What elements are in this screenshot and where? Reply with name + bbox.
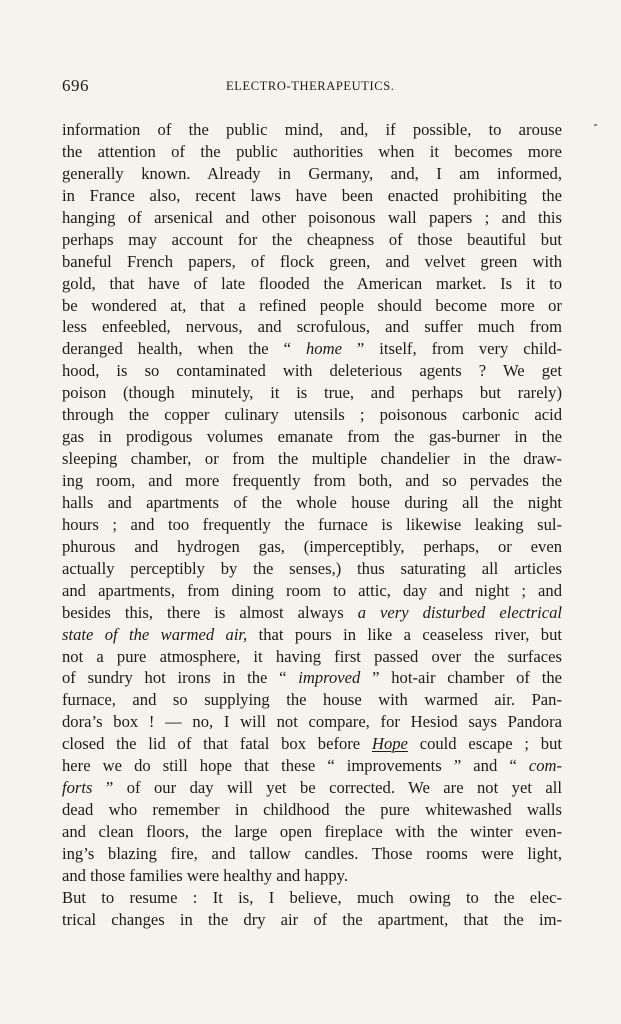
text-segment: and those families were healthy and happy. (62, 865, 348, 885)
text-line (62, 777, 562, 799)
text-line (62, 558, 562, 580)
text-segment: here we do still hope that these “ improvements ” and “ (62, 756, 529, 776)
text-line (62, 821, 562, 843)
text-line (62, 492, 562, 514)
text-line (62, 426, 562, 448)
text-segment: besides this, there is almost always (62, 602, 358, 622)
text-line (62, 887, 562, 909)
text-segment: generally known. Already in Germany, and, I am informed, (62, 163, 562, 183)
text-line (62, 514, 562, 536)
text-segment: sleeping chamber, or from the multiple chandelier in the draw- (62, 449, 562, 469)
emphasis-text: state of the warmed air, (62, 624, 248, 644)
text-segment: dead who remember in childhood the pure whitewashed walls (62, 800, 562, 820)
text-segment: through the copper culinary utensils ; poisonous carbonic acid (62, 405, 562, 425)
margin-mark (594, 124, 597, 126)
text-line (62, 799, 562, 821)
text-line (62, 295, 562, 317)
text-line (62, 755, 562, 777)
emphasis-text: a very disturbed electrical (357, 602, 562, 622)
text-segment: gold, that have of late flooded the American market. Is it to (62, 273, 562, 293)
text-line (62, 689, 562, 711)
text-segment: information of the public mind, and, if possible, to arouse (62, 120, 562, 139)
text-segment: But to resume : It is, I believe, much owing to the elec- (62, 887, 562, 907)
text-segment: not a pure atmosphere, it having first passed over the surfaces (62, 646, 562, 666)
body-text (62, 119, 562, 931)
text-line (62, 163, 562, 185)
text-line (62, 470, 562, 492)
text-segment: actually perceptibly by the senses,) thus saturating all articles (62, 558, 562, 578)
text-segment: ” of our day will yet be corrected. We are not yet all (92, 778, 562, 798)
text-line (62, 119, 562, 141)
text-line (62, 207, 562, 229)
text-segment: and apartments, from dining room to attic, day and night ; and (62, 580, 562, 600)
text-line (62, 251, 562, 273)
text-segment: could escape ; but (407, 734, 562, 754)
text-segment: hood, is so contaminated with deleterious agents ? We get (62, 361, 562, 381)
text-line (62, 733, 562, 755)
text-line (62, 382, 562, 404)
text-line (62, 273, 562, 295)
text-segment: perhaps may account for the cheapness of those beautiful but (62, 229, 562, 249)
emphasis-text: Hope (371, 734, 408, 754)
running-head: ELECTRO-THERAPEUTICS. (226, 79, 395, 93)
emphasis-text: home (306, 339, 342, 359)
text-line (62, 865, 562, 887)
text-line (62, 624, 562, 646)
text-segment: ing room, and more frequently from both, and so pervades the (62, 471, 562, 490)
text-segment: be wondered at, that a refined people should become more or (62, 295, 562, 315)
text-segment: halls and apartments of the whole house during all the night (62, 492, 562, 512)
text-line (62, 229, 562, 251)
text-segment: poison (though minutely, it is true, and perhaps but rarely) (62, 383, 562, 403)
text-line (62, 141, 562, 163)
text-segment: ing’s blazing fire, and tallow candles. Those rooms were light, (62, 843, 562, 863)
text-line (62, 580, 562, 602)
emphasis-text: com- (528, 756, 562, 776)
text-segment: less enfeebled, nervous, and scrofulous, and suffer much from (62, 317, 562, 337)
text-line (62, 711, 562, 733)
text-segment: ” hot-air chamber of the (360, 668, 562, 688)
text-segment: gas in prodigous volumes emanate from the gas-burner in the (62, 427, 562, 447)
text-line (62, 185, 562, 207)
text-line (62, 536, 562, 558)
text-line (62, 360, 562, 382)
text-segment: that pours in like a ceaseless river, but (247, 624, 562, 644)
text-line (62, 646, 562, 668)
text-segment: hanging of arsenical and other poisonous wall papers ; and this (62, 207, 562, 227)
text-line (62, 338, 562, 360)
text-line (62, 316, 562, 338)
text-segment: the attention of the public authorities when it becomes more (62, 141, 562, 161)
text-segment: phurous and hydrogen gas, (imperceptibly, perhaps, or even (62, 536, 562, 556)
emphasis-text: improved (298, 668, 361, 688)
text-segment: closed the lid of that fatal box before (62, 734, 372, 754)
text-line (62, 843, 562, 865)
text-line (62, 404, 562, 426)
page-header (62, 76, 582, 96)
text-line (62, 448, 562, 470)
text-segment: dora’s box ! — no, I will not compare, for Hesiod says Pandora (62, 712, 562, 732)
text-segment: furnace, and so supplying the house with warmed air. Pan- (62, 690, 562, 710)
emphasis-text: forts (62, 778, 93, 798)
text-segment: of sundry hot irons in the “ (62, 668, 299, 688)
text-line (62, 602, 562, 624)
text-segment: and clean floors, the large open fireplace with the winter even- (62, 822, 562, 841)
text-segment: baneful French papers, of flock green, and velvet green with (62, 251, 562, 271)
text-segment: trical changes in the dry air of the apartment, that the im- (62, 909, 562, 929)
text-segment: deranged health, when the “ (62, 339, 306, 359)
page-number: 696 (62, 76, 89, 95)
text-segment: ” itself, from very child- (341, 339, 562, 359)
text-segment: hours ; and too frequently the furnace is likewise leaking sul- (62, 514, 562, 534)
text-line (62, 909, 562, 931)
text-line (62, 667, 562, 689)
text-segment: in France also, recent laws have been enacted prohibiting the (62, 185, 562, 205)
